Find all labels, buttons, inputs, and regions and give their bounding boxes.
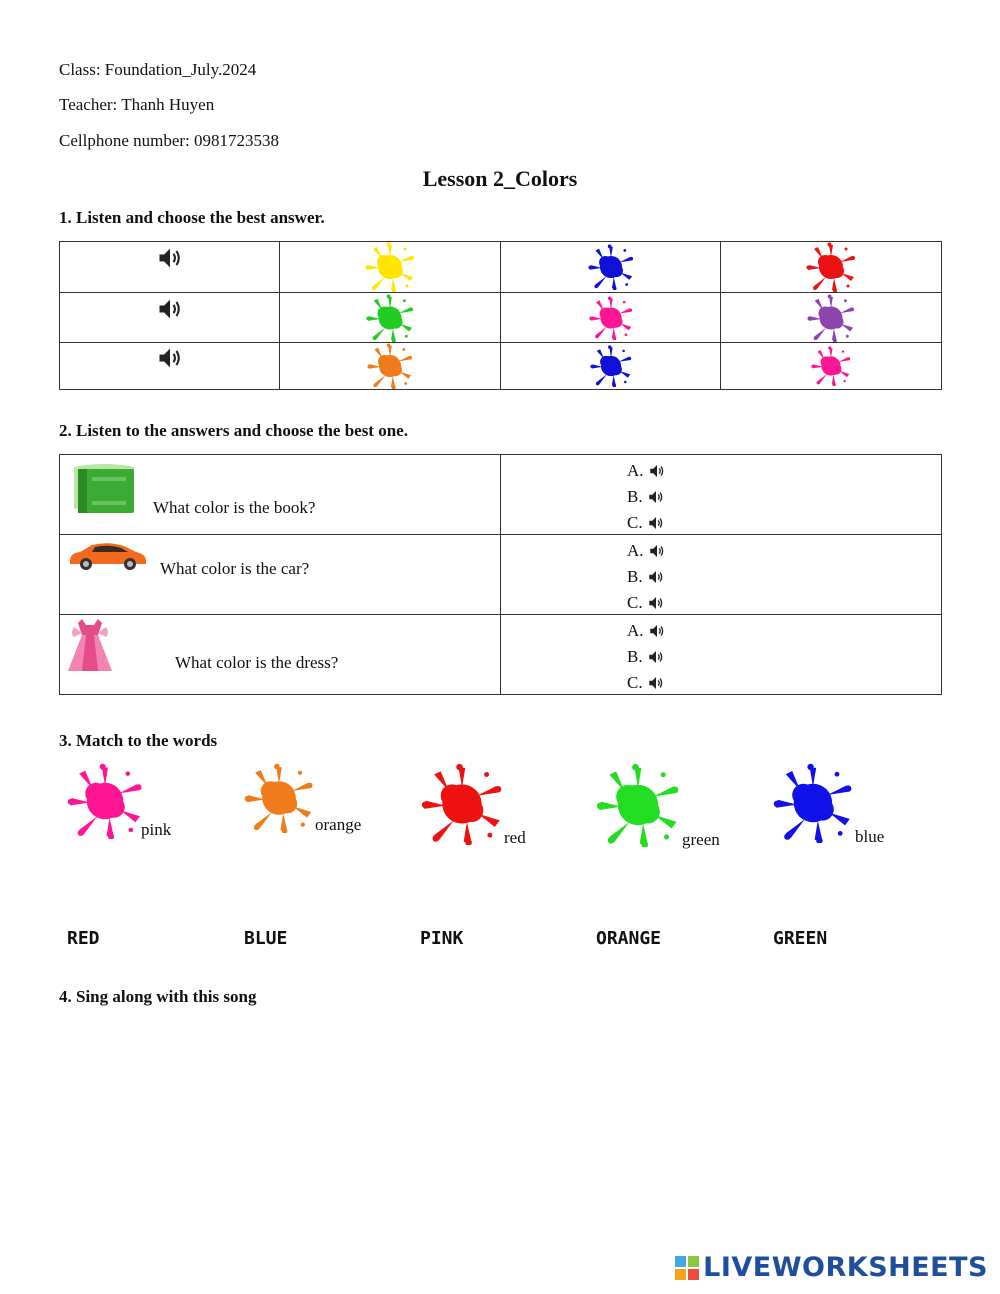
speaker-icon[interactable]	[647, 488, 665, 506]
brand-logo	[675, 1252, 988, 1283]
match-word-pink[interactable]: PINK	[420, 928, 464, 949]
table-row	[60, 455, 942, 535]
orange-splat-icon	[367, 343, 413, 389]
speaker-icon[interactable]	[647, 568, 665, 586]
red-splat-icon[interactable]	[418, 763, 506, 845]
option-a[interactable]: A.	[627, 621, 666, 641]
section1-table	[59, 241, 942, 390]
table-row	[60, 343, 942, 390]
options-cell	[501, 455, 942, 535]
option-c[interactable]: C.	[627, 593, 665, 613]
match-word-orange[interactable]: ORANGE	[596, 928, 662, 949]
choice-cell[interactable]	[721, 293, 942, 343]
yellow-splat-icon	[365, 242, 415, 292]
speaker-icon[interactable]	[156, 295, 184, 328]
brand-name: LIVEWORKSHEETS	[703, 1252, 988, 1283]
teacher-line: Teacher: Thanh Huyen	[59, 95, 215, 114]
section2-heading: 2. Listen to the answers and choose the best one.	[59, 421, 408, 440]
question-text: What color is the car?	[160, 559, 310, 578]
question-cell	[60, 535, 501, 615]
option-b[interactable]: B.	[627, 567, 665, 587]
splat-label-pink: pink	[141, 820, 172, 839]
blue-splat-icon	[590, 345, 632, 387]
purple-splat-icon	[807, 294, 855, 342]
option-a[interactable]: A.	[627, 541, 666, 561]
orange-car-icon	[68, 539, 148, 571]
splat-label-blue: blue	[855, 827, 885, 846]
page-title: Lesson 2_Colors	[422, 166, 578, 191]
green-splat-icon	[366, 294, 414, 342]
pink-splat-icon	[589, 296, 633, 340]
choice-cell[interactable]	[721, 242, 942, 293]
options-cell	[501, 535, 942, 615]
match-word-blue[interactable]: BLUE	[244, 928, 288, 949]
green-splat-icon[interactable]	[594, 763, 682, 847]
pink-splat-icon	[811, 346, 851, 386]
section3-heading: 3. Match to the words	[59, 731, 218, 750]
speaker-icon[interactable]	[647, 594, 665, 612]
option-b[interactable]: B.	[627, 487, 665, 507]
speaker-icon[interactable]	[647, 514, 665, 532]
splat-label-green: green	[682, 830, 720, 849]
green-book-icon	[68, 459, 140, 515]
match-word-red[interactable]: RED	[67, 928, 100, 949]
speaker-icon[interactable]	[156, 344, 184, 377]
table-row	[60, 615, 942, 695]
choice-cell[interactable]	[280, 343, 501, 390]
options-cell	[501, 615, 942, 695]
choice-cell[interactable]	[280, 242, 501, 293]
audio-cell[interactable]	[60, 242, 280, 293]
question-text: What color is the book?	[153, 498, 316, 517]
choice-cell[interactable]	[501, 293, 721, 343]
choice-cell[interactable]	[501, 343, 721, 390]
phone-line: Cellphone number: 0981723538	[59, 131, 280, 150]
speaker-icon[interactable]	[156, 244, 184, 277]
speaker-icon[interactable]	[648, 622, 666, 640]
speaker-icon[interactable]	[647, 674, 665, 692]
brand-logo-icon	[675, 1256, 699, 1280]
audio-cell[interactable]	[60, 293, 280, 343]
option-a[interactable]: A.	[627, 461, 666, 481]
splat-label-orange: orange	[315, 815, 362, 834]
option-c[interactable]: C.	[627, 513, 665, 533]
option-b[interactable]: B.	[627, 647, 665, 667]
pink-dress-icon	[66, 617, 114, 673]
audio-cell[interactable]	[60, 343, 280, 390]
splat-label-red: red	[504, 828, 526, 847]
red-splat-icon	[806, 242, 856, 292]
speaker-icon[interactable]	[647, 648, 665, 666]
class-line: Class: Foundation_July.2024	[59, 60, 257, 79]
blue-splat-icon	[588, 244, 634, 290]
blue-splat-icon[interactable]	[771, 763, 855, 843]
pink-splat-icon[interactable]	[66, 763, 144, 839]
section2-table	[59, 454, 942, 695]
table-row	[60, 242, 942, 293]
question-cell	[60, 455, 501, 535]
choice-cell[interactable]	[721, 343, 942, 390]
orange-splat-icon[interactable]	[242, 763, 316, 833]
choice-cell[interactable]	[501, 242, 721, 293]
table-row	[60, 535, 942, 615]
option-c[interactable]: C.	[627, 673, 665, 693]
match-word-green[interactable]: GREEN	[773, 928, 828, 949]
speaker-icon[interactable]	[648, 542, 666, 560]
question-text: What color is the dress?	[175, 653, 339, 672]
section1-heading: 1. Listen and choose the best answer.	[59, 208, 325, 227]
speaker-icon[interactable]	[648, 462, 666, 480]
section4-heading: 4. Sing along with this song	[59, 987, 257, 1006]
choice-cell[interactable]	[280, 293, 501, 343]
table-row	[60, 293, 942, 343]
question-cell	[60, 615, 501, 695]
